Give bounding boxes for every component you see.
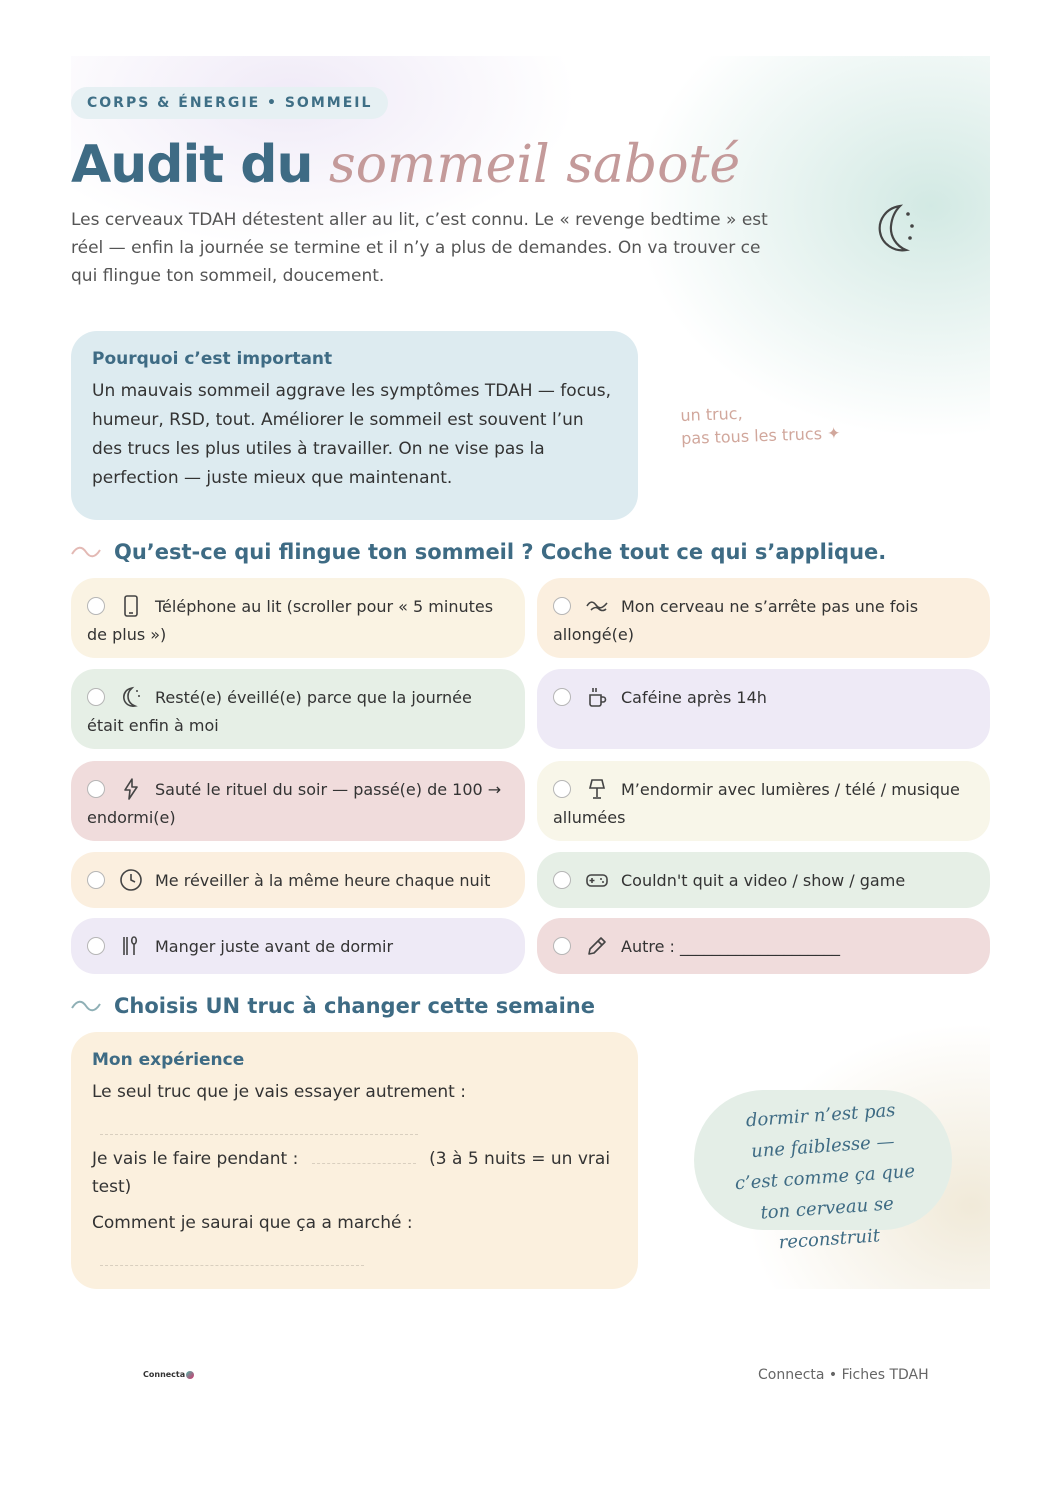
item-label: M’endormir avec lumières / télé / musique allumées xyxy=(553,780,960,827)
logo-text: Connecta xyxy=(143,1370,186,1379)
logo-dot-icon xyxy=(186,1371,194,1379)
wave-icon xyxy=(71,998,101,1014)
prompt-one: Le seul truc que je vais essayer autrement : xyxy=(92,1082,466,1102)
lamp-icon xyxy=(585,777,609,801)
side-note-line2: pas tous les trucs ✦ xyxy=(680,423,841,448)
checklist-item[interactable] xyxy=(537,669,990,749)
experience-heading: Mon expérience xyxy=(92,1050,245,1070)
side-note xyxy=(680,398,841,450)
wave-icon xyxy=(585,594,609,618)
page-title xyxy=(71,134,740,196)
quote-line4: ton cerveau se reconstruit xyxy=(759,1193,895,1254)
quote-line2: une faiblesse — xyxy=(750,1131,896,1163)
checklist-item[interactable] xyxy=(537,852,990,908)
why-body: Un mauvais sommeil aggrave les symptômes TDAH — focus, humeur, RSD, tout. Améliorer le sommeil est souvent l’un des trucs les plus utiles à travailler. On ne vise pas la perfection — juste mieux que maintenant. xyxy=(92,381,612,488)
connecta-logo xyxy=(143,1370,194,1379)
item-label: Manger juste avant de dormir xyxy=(155,937,394,956)
checkbox[interactable] xyxy=(553,871,571,889)
moon-icon xyxy=(872,202,920,256)
item-label: Caféine après 14h xyxy=(621,688,767,707)
checklist-item[interactable] xyxy=(537,918,990,974)
intro-text: Les cerveaux TDAH détestent aller au lit, c’est connu. Le « revenge bedtime » est réel — enfin la journée se termine et il n’y a plus de demandes. On va trouver ce qui flingue ton sommeil, doucement. xyxy=(71,210,768,286)
gamepad-icon xyxy=(585,868,609,892)
checklist-title xyxy=(71,540,886,564)
pencil-icon xyxy=(585,934,609,958)
item-label: Mon cerveau ne s’arrête pas une fois allongé(e) xyxy=(553,597,919,644)
quote-text xyxy=(700,1092,950,1263)
checklist-item[interactable] xyxy=(71,761,525,841)
checklist-item[interactable] xyxy=(71,918,525,974)
checklist-item[interactable] xyxy=(537,578,990,658)
title-plain: Audit du xyxy=(71,135,313,195)
checkbox[interactable] xyxy=(87,597,105,615)
item-label: Couldn't quit a video / show / game xyxy=(621,871,906,890)
item-label: Me réveiller à la même heure chaque nuit xyxy=(155,871,491,890)
checkbox[interactable] xyxy=(553,688,571,706)
clock-icon xyxy=(119,868,143,892)
why-important-box xyxy=(71,331,638,520)
checkbox[interactable] xyxy=(553,597,571,615)
prompt-two-b: (3 à 5 nuits = un vrai test) xyxy=(92,1149,611,1197)
prompt-three: Comment je saurai que ça a marché : xyxy=(92,1213,413,1233)
experience-box xyxy=(71,1032,638,1289)
checkbox[interactable] xyxy=(553,937,571,955)
item-label: Autre : ____________________ xyxy=(621,937,840,956)
prompt-two-row xyxy=(92,1145,617,1201)
checkbox[interactable] xyxy=(87,688,105,706)
checklist-item[interactable] xyxy=(71,669,525,749)
wave-icon xyxy=(71,544,101,560)
change-title xyxy=(71,994,595,1018)
lightning-icon xyxy=(119,777,143,801)
title-script: sommeil saboté xyxy=(329,135,741,195)
why-heading: Pourquoi c’est important xyxy=(92,349,333,369)
checklist-item[interactable] xyxy=(71,852,525,908)
footer-credit: Connecta • Fiches TDAH xyxy=(758,1367,929,1383)
answer-field-duration[interactable] xyxy=(312,1149,416,1164)
change-title-text: Choisis UN truc à changer cette semaine xyxy=(114,994,595,1018)
prompt-two-a: Je vais le faire pendant : xyxy=(92,1149,299,1169)
item-label: Sauté le rituel du soir — passé(e) de 100 → endormi(e) xyxy=(87,780,502,827)
checklist-item[interactable] xyxy=(71,578,525,658)
checkbox[interactable] xyxy=(87,871,105,889)
item-label: Téléphone au lit (scroller pour « 5 minutes de plus ») xyxy=(87,597,494,644)
checklist-item[interactable] xyxy=(537,761,990,841)
answer-field-one[interactable] xyxy=(100,1116,418,1135)
category-tag: CORPS & ÉNERGIE • SOMMEIL xyxy=(71,87,388,119)
utensils-icon xyxy=(119,934,143,958)
coffee-icon xyxy=(585,685,609,709)
answer-field-three[interactable] xyxy=(100,1247,364,1266)
checkbox[interactable] xyxy=(553,780,571,798)
checklist-title-text: Qu’est-ce qui flingue ton sommeil ? Coche tout ce qui s’applique. xyxy=(114,540,887,564)
side-note-line1: un truc, xyxy=(680,403,743,425)
phone-icon xyxy=(119,594,143,618)
quote-line3: c’est comme ça que xyxy=(734,1160,916,1195)
quote-line1: dormir n’est pas xyxy=(745,1099,897,1132)
moon-icon xyxy=(119,685,143,709)
item-label: Resté(e) éveillé(e) parce que la journée était enfin à moi xyxy=(87,688,472,735)
checkbox[interactable] xyxy=(87,937,105,955)
checkbox[interactable] xyxy=(87,780,105,798)
